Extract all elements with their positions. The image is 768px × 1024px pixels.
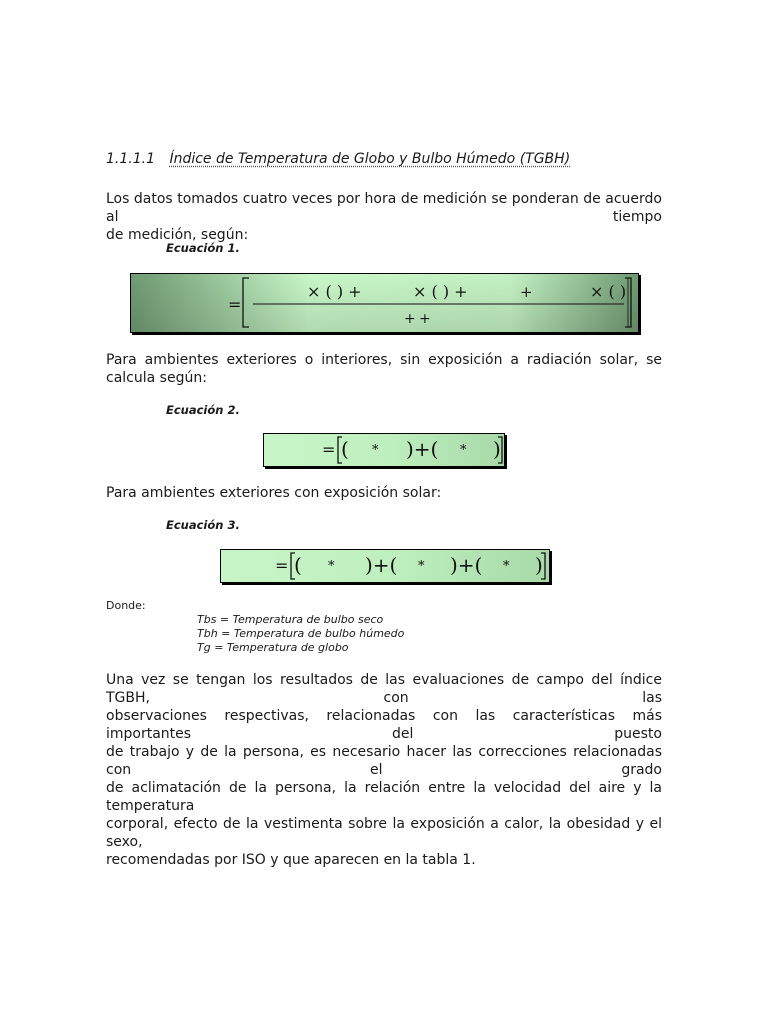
svg-text:=: = [228, 295, 242, 314]
definition-tbs: Tbs = Temperatura de bulbo seco [197, 613, 384, 626]
intro-paragraph [106, 190, 662, 244]
equation-2-box [263, 433, 505, 467]
closing-paragraph [106, 671, 662, 869]
equation-3-formula [221, 550, 549, 582]
svg-text:+: + [419, 311, 431, 327]
intro-line-2: de medición, según: [106, 227, 249, 243]
definitions-list [197, 613, 404, 655]
svg-text:=: = [322, 440, 336, 459]
paragraph-outdoor: Para ambientes exteriores con exposición solar: [106, 485, 442, 501]
svg-text:): ) [493, 437, 501, 461]
equation-2-formula [264, 434, 504, 466]
closing-line-1: Una vez se tengan los resultados de las evaluaciones de campo del índice TGBH, con las [106, 672, 662, 706]
svg-text:× ( ) +: × ( ) + [413, 282, 468, 301]
equation-1-box [130, 273, 639, 333]
equation-2-label: Ecuación 2. [166, 403, 240, 417]
donde-label: Donde: [106, 599, 146, 612]
svg-text:*: * [503, 559, 510, 574]
svg-text:): ) [535, 553, 543, 577]
closing-line-6: recomendadas por ISO y que aparecen en la tabla 1. [106, 852, 476, 868]
closing-line-2: observaciones respectivas, relacionadas con las características más importantes del puesto [106, 708, 662, 742]
intro-line-1: Los datos tomados cuatro veces por hora de medición se ponderan de acuerdo al tiempo [106, 191, 662, 225]
svg-text:× ( ) +: × ( ) + [307, 282, 362, 301]
equation-1-formula [131, 274, 638, 332]
svg-text:(: ( [294, 553, 302, 577]
definition-tg: Tg = Temperatura de globo [197, 641, 349, 654]
svg-text:(: ( [341, 437, 349, 461]
closing-line-5: corporal, efecto de la vestimenta sobre la exposición a calor, la obesidad y el sexo, [106, 816, 662, 850]
equation-1-label: Ecuación 1. [166, 241, 240, 255]
svg-text:*: * [460, 443, 467, 458]
svg-text:× ( ): × ( ) [590, 282, 627, 301]
paragraph-indoor: Para ambientes exteriores o interiores, sin exposición a radiación solar, se calcula según: [106, 352, 662, 386]
svg-text:)+(: )+( [406, 437, 439, 461]
svg-text:+: + [520, 283, 533, 301]
svg-text:*: * [372, 443, 379, 458]
svg-text:)+(: )+( [450, 553, 483, 577]
definition-tbh: Tbh = Temperatura de bulbo húmedo [197, 627, 405, 640]
closing-line-4: de aclimatación de la persona, la relación entre la velocidad del aire y la temperatura [106, 780, 662, 814]
svg-text:=: = [275, 556, 289, 575]
section-title: Índice de Temperatura de Globo y Bulbo Húmedo (TGBH) [169, 151, 571, 167]
svg-text:*: * [418, 559, 425, 574]
section-heading [106, 151, 570, 167]
closing-line-3: de trabajo y de la persona, es necesario hacer las correcciones relacionadas con el grado [106, 744, 662, 778]
equation-3-label: Ecuación 3. [166, 518, 240, 532]
equation-3-box [220, 549, 550, 583]
svg-text:*: * [328, 559, 335, 574]
section-number: 1.1.1.1 [106, 151, 155, 167]
svg-text:)+(: )+( [365, 553, 398, 577]
svg-text:+: + [404, 311, 416, 327]
